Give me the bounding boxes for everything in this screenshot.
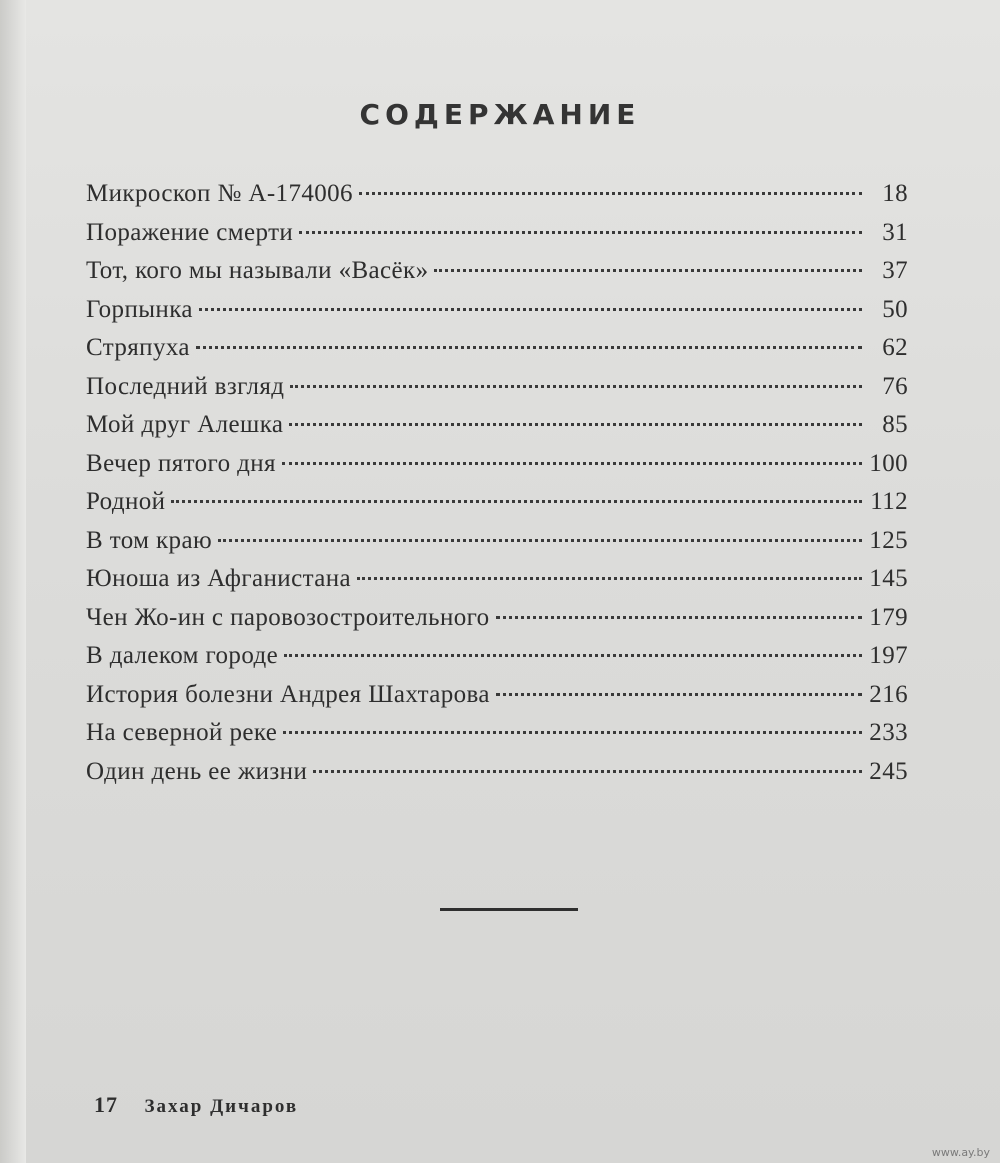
watermark: www.ay.by — [931, 1146, 990, 1159]
toc-entry-page: 145 — [869, 565, 908, 592]
section-divider — [440, 908, 578, 911]
page-title: СОДЕРЖАНИЕ — [359, 98, 641, 131]
toc-entry — [86, 758, 908, 797]
toc-entry-page: 76 — [882, 372, 908, 400]
toc-entry-page: 50 — [882, 295, 908, 323]
dot-leader — [218, 539, 862, 542]
toc-entry-title: Последний взгляд — [86, 372, 285, 400]
dot-leader — [196, 346, 862, 349]
toc-entry-page: 31 — [882, 218, 908, 246]
dot-leader — [357, 577, 862, 580]
dot-leader — [282, 462, 862, 465]
toc-entry-page: 37 — [882, 257, 908, 284]
dot-leader — [359, 192, 862, 195]
dot-leader — [496, 616, 862, 619]
toc-entry — [86, 180, 908, 219]
toc-entry-page: 125 — [869, 526, 908, 554]
toc-entry — [86, 488, 908, 527]
toc-entry-page: 112 — [870, 488, 908, 515]
toc-entry-title: Поражение смерти — [86, 218, 294, 246]
toc-entry-title: История болезни Андрея Шахтарова — [86, 680, 490, 708]
sheet-number: 17 — [94, 1092, 118, 1117]
toc-entry — [86, 681, 908, 720]
toc-entry — [86, 450, 908, 489]
toc-entry-page: 85 — [882, 411, 908, 438]
page-binding-edge — [0, 0, 26, 1163]
toc-entry-title: Горпынка — [86, 295, 193, 323]
dot-leader — [283, 731, 862, 734]
dot-leader — [496, 693, 862, 696]
toc-entry-title: На северной реке — [86, 719, 278, 746]
toc-entry — [86, 565, 908, 604]
toc-entry — [86, 334, 908, 373]
author-name: Захар Дичаров — [144, 1096, 299, 1117]
toc-entry-title: Один день ее жизни — [86, 757, 308, 785]
toc-entry — [86, 527, 908, 566]
toc-entry-page: 245 — [869, 757, 908, 785]
signature-line — [94, 1092, 298, 1118]
toc-entry-title: В далеком городе — [86, 642, 279, 669]
toc-entry-title: Чен Жо-ин с паровозостроительного — [86, 603, 490, 631]
toc-entry-title: Юноша из Афганистана — [86, 565, 351, 592]
toc-entry — [86, 257, 908, 296]
dot-leader — [313, 770, 862, 773]
toc-entry-title: Вечер пятого дня — [86, 449, 276, 477]
toc-entry-page: 233 — [869, 719, 908, 746]
toc-entry-title: Тот, кого мы называли «Васёк» — [86, 257, 429, 284]
toc-entry-title: Стряпуха — [86, 334, 190, 361]
dot-leader — [290, 385, 862, 388]
dot-leader — [199, 308, 862, 311]
toc-entry-page: 197 — [869, 642, 908, 669]
toc-entry-page: 216 — [869, 680, 908, 708]
toc-entry-title: В том краю — [86, 526, 213, 554]
dot-leader — [171, 500, 862, 503]
dot-leader — [434, 269, 862, 272]
toc-entry — [86, 296, 908, 335]
table-of-contents — [86, 180, 908, 796]
toc-entry — [86, 604, 908, 643]
toc-entry-page: 100 — [869, 449, 908, 477]
dot-leader — [289, 423, 862, 426]
toc-entry — [86, 219, 908, 258]
toc-entry-page: 62 — [882, 334, 908, 361]
toc-entry — [86, 373, 908, 412]
toc-entry — [86, 642, 908, 681]
toc-entry-title: Мой друг Алешка — [86, 411, 284, 438]
toc-entry — [86, 719, 908, 758]
toc-entry-title: Микроскоп № А-174006 — [86, 180, 353, 207]
dot-leader — [284, 654, 862, 657]
dot-leader — [299, 231, 862, 234]
toc-entry — [86, 411, 908, 450]
toc-entry-page: 179 — [869, 603, 908, 631]
toc-entry-page: 18 — [882, 180, 908, 207]
toc-entry-title: Родной — [86, 488, 166, 515]
